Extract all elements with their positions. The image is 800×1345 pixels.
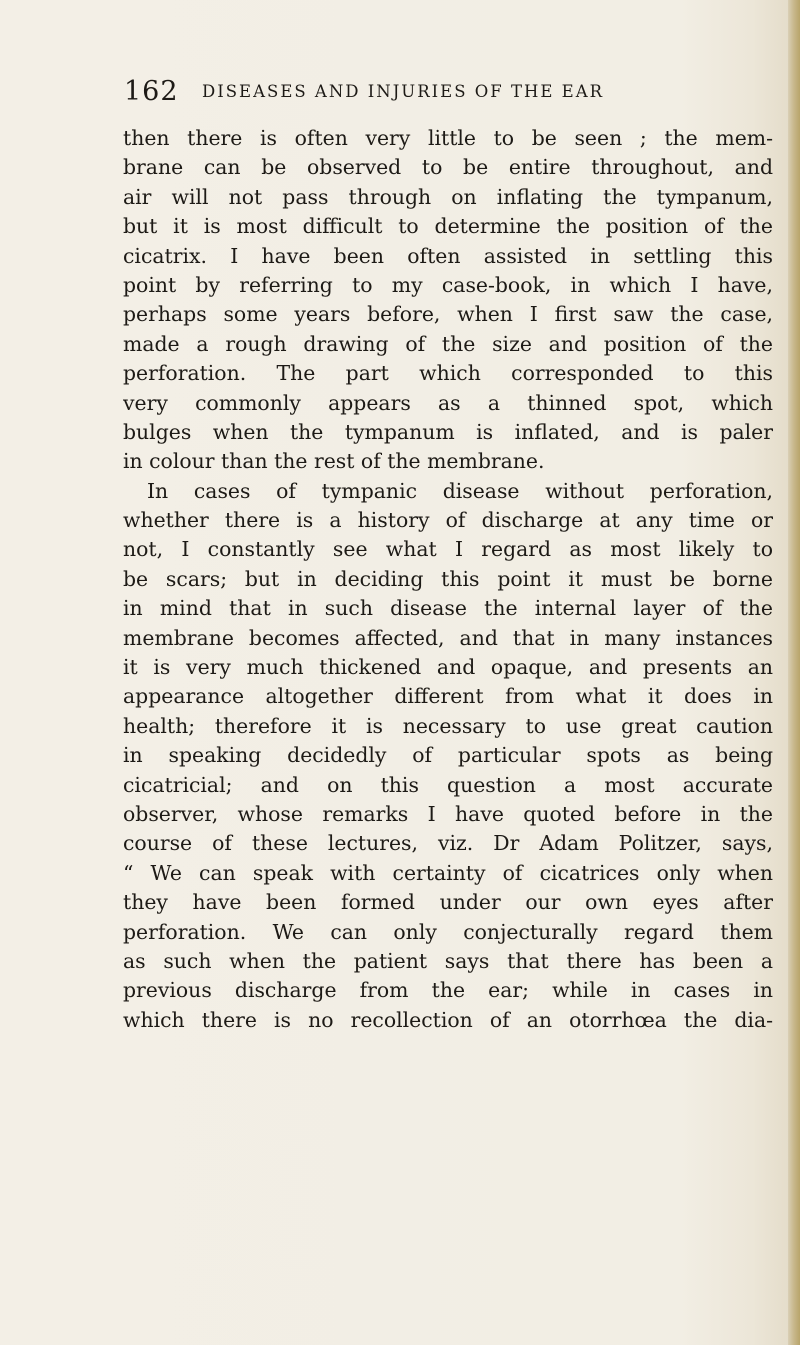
- text-line: be scars; but in deciding this point it must be borne: [123, 566, 773, 591]
- text-line: “ We can speak with certainty of cicatrices only when: [123, 860, 773, 885]
- text-line: in colour than the rest of the membrane.: [123, 449, 545, 474]
- text-line: point by referring to my case-book, in which I have,: [123, 272, 773, 297]
- text-line: previous discharge from the ear; while in cases in: [123, 978, 773, 1003]
- running-head: [124, 72, 764, 112]
- text-line: observer, whose remarks I have quoted before in the: [123, 801, 773, 826]
- text-line: which there is no recollection of an otorrhœa the dia-: [123, 1007, 773, 1032]
- text-line: made a rough drawing of the size and position of the: [123, 331, 773, 356]
- text-line: appearance altogether different from what it does in: [123, 684, 773, 709]
- text-line: very commonly appears as a thinned spot, which: [123, 390, 773, 415]
- text-line: perhaps some years before, when I first saw the case,: [123, 302, 773, 327]
- running-head-title: DISEASES AND INJURIES OF THE EAR: [202, 82, 605, 101]
- paragraph: [123, 124, 773, 477]
- text-line: they have been formed under our own eyes after: [123, 890, 773, 915]
- page-gutter-edge: [788, 0, 800, 1345]
- text-line: in speaking decidedly of particular spots as being: [123, 743, 773, 768]
- text-line: In cases of tympanic disease without perforation,: [147, 478, 773, 503]
- text-line: health; therefore it is necessary to use great caution: [123, 713, 773, 738]
- text-line: perforation. We can only conjecturally regard them: [123, 919, 773, 944]
- text-line: in mind that in such disease the internal layer of the: [123, 596, 773, 621]
- text-line: brane can be observed to be entire throughout, and: [123, 155, 773, 180]
- text-line: cicatricial; and on this question a most accurate: [123, 772, 773, 797]
- text-line: course of these lectures, viz. Dr Adam Politzer, says,: [123, 831, 773, 856]
- paragraph: [123, 477, 773, 1035]
- text-line: air will not pass through on inflating the tympanum,: [123, 184, 773, 209]
- text-line: whether there is a history of discharge at any time or: [123, 508, 773, 533]
- text-line: it is very much thickened and opaque, and presents an: [123, 655, 773, 680]
- text-line: but it is most difficult to determine the position of the: [123, 214, 773, 239]
- text-line: as such when the patient says that there has been a: [123, 948, 773, 973]
- text-line: membrane becomes affected, and that in many instances: [123, 625, 773, 650]
- text-line: cicatrix. I have been often assisted in settling this: [123, 243, 773, 268]
- text-line: bulges when the tympanum is inflated, and is paler: [123, 419, 773, 444]
- text-line: perforation. The part which corresponded to this: [123, 361, 773, 386]
- text-line: then there is often very little to be seen ; the mem-: [123, 126, 773, 150]
- body-text: [123, 124, 773, 1035]
- text-line: not, I constantly see what I regard as most likely to: [123, 537, 773, 562]
- page-number: 162: [124, 76, 179, 107]
